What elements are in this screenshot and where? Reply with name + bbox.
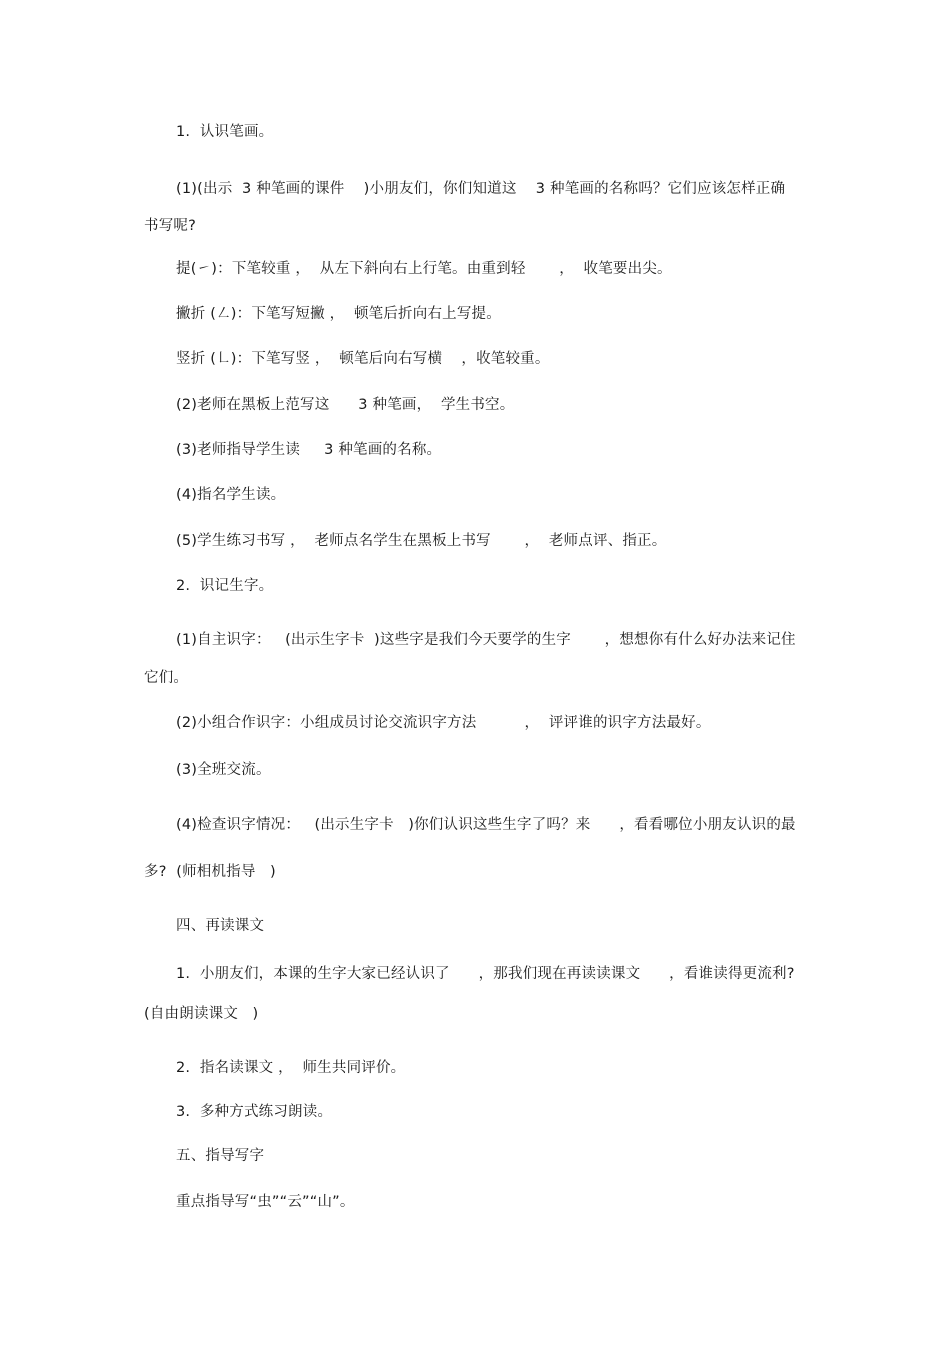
- paragraph-line: (2)老师在黑板上范写这 3 种笔画， 学生书空。: [176, 397, 515, 413]
- paragraph-line: (4)检查识字情况： (出示生字卡 )你们认识这些生字了吗？来 ，看看哪位小朋友认识的最: [176, 817, 796, 833]
- paragraph-line: (3)老师指导学生读 3 种笔画的名称。: [176, 442, 442, 458]
- paragraph-line: 2. 指名读课文 ， 师生共同评价。: [176, 1060, 406, 1076]
- paragraph-line: (4)指名学生读。: [176, 487, 286, 503]
- paragraph-line: 书写呢?: [144, 218, 196, 234]
- paragraph-line: (5)学生练习书写 ， 老师点名学生在黑板上书写 ， 老师点评、指正。: [176, 533, 667, 549]
- section-heading: 四、再读课文: [176, 918, 265, 934]
- paragraph-line: (1)自主识字： (出示生字卡 )这些字是我们今天要学的生字 ，想想你有什么好办法来记住: [176, 632, 796, 648]
- section-heading: 1. 认识笔画。: [176, 124, 274, 140]
- paragraph-line: 竖折 (㇗)：下笔写竖 ， 顿笔后向右写横 ，收笔较重。: [176, 351, 550, 367]
- paragraph-line: (1)(出示 3 种笔画的课件 )小朋友们，你们知道这 3 种笔画的名称吗？它们应该怎样正确: [176, 181, 786, 197]
- section-heading: 2. 识记生字。: [176, 578, 274, 594]
- paragraph-line: 提(㇀)：下笔较重 ， 从左下斜向右上行笔。由重到轻 ， 收笔要出尖。: [176, 261, 672, 277]
- paragraph-line: (3)全班交流。: [176, 762, 271, 778]
- paragraph-line: 3. 多种方式练习朗读。: [176, 1104, 333, 1120]
- paragraph-line: (2)小组合作识字：小组成员讨论交流识字方法 ， 评评谁的识字方法最好。: [176, 715, 711, 731]
- section-heading: 五、指导写字: [176, 1148, 265, 1164]
- paragraph-line: 它们。: [144, 670, 189, 686]
- paragraph-line: 1. 小朋友们，本课的生字大家已经认识了 ，那我们现在再读读课文 ，看谁读得更流利?: [176, 966, 795, 982]
- paragraph-line: (自由朗读课文 ): [144, 1006, 259, 1022]
- paragraph-line: 重点指导写“虫”“云”“山”。: [176, 1194, 355, 1210]
- paragraph-line: 撇折 (㇜)：下笔写短撇 ， 顿笔后折向右上写提。: [176, 306, 501, 322]
- paragraph-line: 多? (师相机指导 ): [144, 864, 276, 880]
